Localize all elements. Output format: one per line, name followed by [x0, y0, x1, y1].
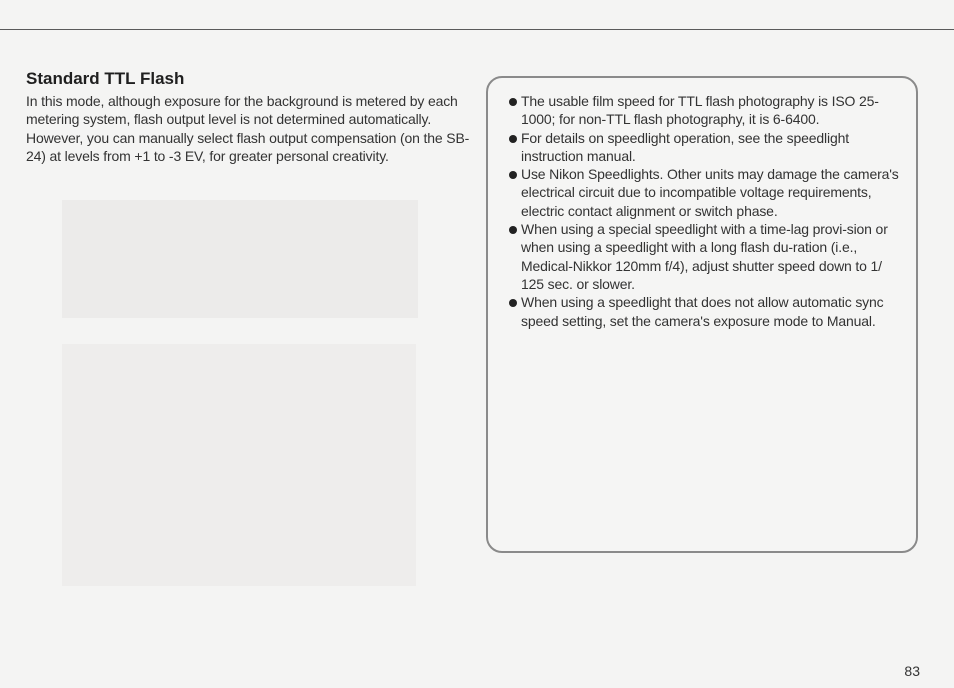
notes-list [508, 92, 904, 330]
note-item [508, 220, 904, 293]
notes-box [486, 76, 918, 553]
note-text: For details on speedlight operation, see the speedlight instruction manual. [521, 129, 849, 164]
note-item [508, 129, 904, 166]
bullet-icon [509, 98, 517, 106]
section-paragraph: In this mode, although exposure for the background is metered by each metering system, flash output level is not determined automatically. However, you can manually select flash output compensation (on the SB-24) at levels from +1 to -3 EV, for greater personal creativity. [26, 93, 470, 164]
bullet-icon [509, 226, 517, 234]
section-standard-ttl-flash [26, 69, 476, 165]
page-number: 83 [904, 663, 920, 679]
note-item [508, 165, 904, 220]
note-item [508, 92, 904, 129]
note-text: The usable film speed for TTL flash photography is ISO 25-1000; for non-TTL flash photography, it is 6-6400. [521, 93, 879, 128]
bullet-icon [509, 135, 517, 143]
section-title: Standard TTL Flash [26, 69, 185, 88]
bullet-icon [509, 299, 517, 307]
show-through-area [62, 344, 416, 586]
note-text: Use Nikon Speedlights. Other units may damage the camera's electrical circuit due to incompatible voltage requirements, electric contact alignment or switch phase. [521, 166, 899, 219]
note-text: When using a speedlight that does not allow automatic sync speed setting, set the camera's exposure mode to Manual. [521, 294, 884, 329]
note-item [508, 293, 904, 330]
show-through-area [62, 200, 418, 318]
bullet-icon [509, 171, 517, 179]
header-rule [0, 29, 954, 30]
note-text: When using a special speedlight with a time-lag provi-sion or when using a speedlight with a long flash du-ration (i.e., Medical-Nikkor 120mm f/4), adjust shutter speed down to 1/ 125 sec. or slower. [521, 221, 888, 292]
